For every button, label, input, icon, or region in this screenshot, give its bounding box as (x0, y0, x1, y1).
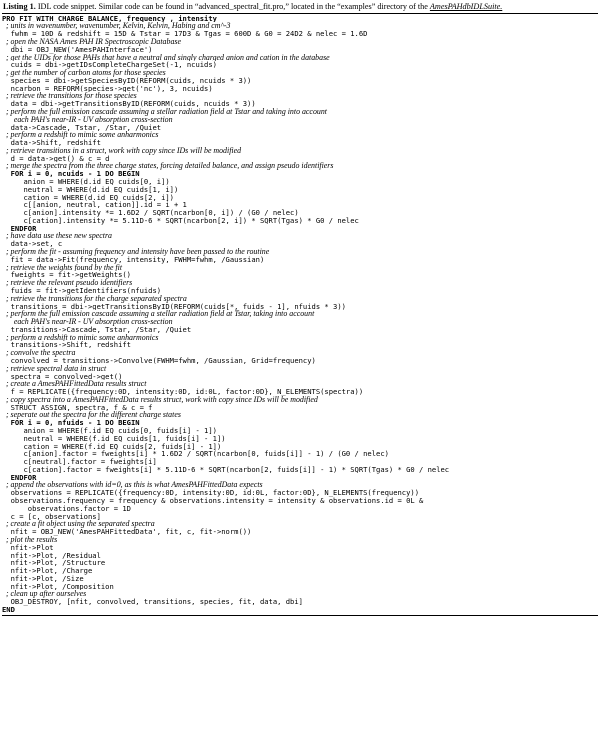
code-comment-line: ; clean up after ourselves (2, 590, 87, 599)
code-line: fwhm = 10D & redshift = 15D & Tstar = 17D3 & Tgas = 600D & G0 = 24D2 & nelec = 1.6D (2, 30, 368, 38)
code-line: data->set, c (2, 240, 63, 249)
code-line: PRO FIT_WITH_CHARGE_BALANCE, frequency , intensity (2, 14, 217, 23)
code-line: nfit->Plot, /Residual (2, 551, 101, 560)
code-line: c[neutral].factor = fweights[i] (2, 458, 157, 466)
code-line: FOR i = 0, ncuids - 1 DO BEGIN (2, 170, 140, 178)
code-line: c[cation].intensity *= 5.11D-6 * SQRT(ncarbon[2, i]) * SQRT(Tgas) * G0 / nelec (2, 216, 359, 225)
code-comment-line: ; perform a redshift to mimic some anharmonics (2, 333, 159, 342)
code-comment-line: ; copy spectra into a AmesPAHFittedData results struct, work with copy since IDs will be modified (2, 395, 318, 404)
code-comment-line: each PAH's near-IR - UV absorption cross-section (2, 318, 173, 326)
code-line: cation = WHERE(d.id EQ cuids[2, i]) (2, 193, 174, 202)
bottom-rule (2, 615, 598, 616)
caption-text: IDL code snippet. Similar code can be found in “advanced_spectral_fit.pro,” located in the “examples” directory of the (37, 2, 428, 11)
caption-suite-name: AmesPAHdbIDLSuite. (429, 2, 503, 11)
code-line: observations.frequency = frequency & observations.intensity = intensity & observations.id = 0L & (2, 497, 424, 505)
code-comment-line: ; seperate out the spectra for the different charge states (2, 411, 181, 420)
code-line: c[cation].factor = fweights[i] * 5.11D-6 * SQRT(ncarbon[2, fuids[i]] - 1) * SQRT(Tgas) * G0 / nelec (2, 465, 450, 474)
code-line: nfit->Plot, /Structure (2, 559, 106, 568)
code-comment-line: ; units in wavenumber, wavenumber, Kelvin, Kelvin, Habing and cm^-3 (2, 22, 231, 31)
code-line: STRUCT_ASSIGN, spectra, f & c = f (2, 403, 153, 412)
code-line: ncarbon = REFORM(species->get('nc'), 3, ncuids) (2, 84, 213, 93)
code-line: convolved = transitions->Convolve(FWHM=fwhm, /Gaussian, Grid=frequency) (2, 356, 316, 365)
code-line: transitions = dbi->getTransitionsByID(REFORM(cuids[*, fuids - 1], nfuids * 3)) (2, 302, 346, 311)
code-line: observations.factor = 1D (2, 504, 131, 513)
code-line: fit = data->Fit(frequency, intensity, FWHM=fwhm, /Gaussian) (2, 255, 265, 264)
code-line: c = [c, observations] (2, 512, 101, 521)
code-line: anion = WHERE(d.id EQ cuids[0, i]) (2, 178, 170, 186)
code-comment-line: ; merge the spectra from the three charge states, forcing detailed balance, and assign pseudo identifiers (2, 162, 334, 171)
code-line: neutral = WHERE(d.id EQ cuids[1, i]) (2, 185, 179, 194)
code-comment-line: ; retrieve transitions in a struct, work with copy since IDs will be modified (2, 146, 242, 155)
code-comment-line: ; create a AmesPAHFittedData results struct (2, 380, 147, 389)
code-line: transitions->Cascade, Tstar, /Star, /Quiet (2, 325, 192, 334)
code-comment-line: ; retrieve the transitions for those species (2, 92, 137, 101)
code-line: transitions->Shift, redshift (2, 341, 131, 350)
code-comment-line: each PAH's near-IR - UV absorption cross-section (2, 115, 173, 124)
code-line: c[anion].intensity *= 1.6D2 / SQRT(ncarbon[0, i]) / (G0 / nelec) (2, 209, 299, 217)
code-comment-line: ; plot the results (2, 535, 58, 544)
code-line: OBJ_DESTROY, [nfit, convolved, transitions, species, fit, data, dbi] (2, 598, 303, 606)
code-comment-line: ; get the UIDs for those PAHs that have a neutral and singly charged anion and cation in the database (2, 53, 330, 62)
code-line: ENDFOR (2, 224, 37, 233)
code-comment-line: ; open the NASA Ames PAH IR Spectroscopic Database (2, 37, 181, 46)
code-comment-line: ; perform a redshift to mimic some anharmonics (2, 131, 159, 140)
code-line: ENDFOR (2, 473, 37, 482)
code-line: data = dbi->getTransitionsByID(REFORM(cuids, ncuids * 3)) (2, 100, 256, 108)
code-comment-line: ; retrieve the transitions for the charge separated spectra (2, 294, 187, 303)
code-line: c[anion].factor = fweights[i] * 1.6D2 / SQRT(ncarbon[0, fuids[i]] - 1) / (G0 / nelec) (2, 450, 389, 459)
code-line: cation = WHERE(f.id EQ cuids[2, fuids[i] - 1]) (2, 442, 222, 451)
code-comment-line: ; have data use these new spectra (2, 232, 113, 241)
code-line: nfit->Plot, /Charge (2, 567, 93, 575)
code-line: data->Cascade, Tstar, /Star, /Quiet (2, 123, 162, 132)
code-line: END (2, 605, 15, 614)
code-line: fuids = fit->getIdentifiers(nfuids) (2, 286, 162, 295)
code-comment-line: ; append the observations with id=0, as this is what AmesPAHFittedData expects (2, 481, 263, 490)
code-comment-line: ; retrieve the weights found by the fit (2, 263, 123, 272)
code-line: spectra = convolved->get() (2, 372, 123, 381)
code-line: nfit->Plot, /Size (2, 574, 84, 583)
code-comment-line: ; perform the fit - assuming frequency and intensity have been passed to the routine (2, 248, 270, 256)
code-comment-line: ; perform the full emission cascade assuming a stellar radiation field at Tstar, taking into account (2, 310, 315, 319)
code-line: data->Shift, redshift (2, 139, 101, 147)
code-line: f = REPLICATE({frequency:0D, intensity:0D, id:0L, factor:0D}, N_ELEMENTS(spectra)) (2, 388, 364, 396)
code-comment-line: ; retrieve spectral data in struct (2, 364, 107, 373)
code-line: observations = REPLICATE({frequency:0D, intensity:0D, id:0L, factor:0D}, N_ELEMENTS(frequency)) (2, 489, 420, 498)
code-comment-line: ; convolve the spectra (2, 349, 76, 357)
code-line: dbi = OBJ_NEW('AmesPAHInterface') (2, 45, 153, 54)
code-comment-line: ; get the number of carbon atoms for those species (2, 69, 166, 77)
code-line: species = dbi->getSpeciesByID(REFORM(cuids, ncuids * 3)) (2, 76, 252, 85)
code-line: d = data->get() & c = d (2, 154, 110, 163)
code-comment-line: ; retrieve the relevant pseudo identifiers (2, 279, 133, 287)
code-comment-line: ; create a fit object using the separated spectra (2, 520, 155, 529)
code-line: c[[anion, neutral, cation]].id = i + 1 (2, 201, 187, 210)
listing-caption (0, 0, 600, 13)
code-line: fweights = fit->getWeights() (2, 271, 131, 280)
code-line: FOR i = 0, nfuids - 1 DO BEGIN (2, 419, 140, 427)
code-line: cuids = dbi->getIDsCompleteChargeSet(-1, ncuids) (2, 61, 217, 70)
code-line: nfit->Plot (2, 543, 54, 552)
top-rule (2, 13, 598, 14)
code-comment-line: ; perform the full emission cascade assuming a stellar radiation field at Tstar and taking into account (2, 107, 327, 116)
code-line: nfit->Plot, /Composition (2, 582, 114, 591)
code-line: anion = WHERE(f.id EQ cuids[0, fuids[i] - 1]) (2, 427, 217, 435)
listing-label: Listing 1. (3, 2, 36, 11)
code-line: neutral = WHERE(f.id EQ cuids[1, fuids[i] - 1]) (2, 434, 226, 443)
code-listing (2, 15, 598, 614)
code-line: nfit = OBJ_NEW('AmesPAHFittedData', fit, c, fit->norm()) (2, 528, 252, 536)
